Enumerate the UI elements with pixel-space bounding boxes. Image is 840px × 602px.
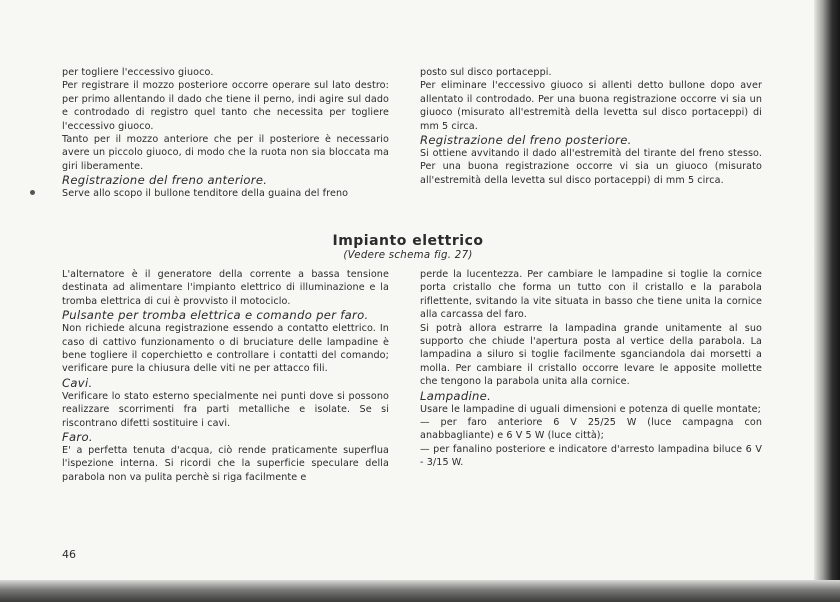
- page-bottom-edge: [0, 580, 840, 602]
- paragraph: Non richiede alcuna registrazione essendo a contatto elettrico. In caso di cattivo funzionamento o di bruciature delle lampadine è bene togliere il coperchietto e controllare i contatti del comando; verificare pure la chiusura delle viti ne per attacco fili.: [62, 323, 389, 375]
- subheading: Registrazione del freno anteriore.: [62, 173, 268, 188]
- book-spine-shadow: [814, 0, 840, 602]
- column-top-right: [420, 66, 762, 187]
- paragraph: per togliere l'eccessivo giuoco.: [62, 67, 214, 78]
- paragraph: Per eliminare l'eccessivo giuoco si allenti detto bullone dopo aver allentato il controdado. Per una buona registrazione occorre vi sia un giuoco (misurato all'estremità della levetta sul disco portaceppi) di mm 5 circa.: [420, 80, 762, 132]
- paragraph: E' a perfetta tenuta d'acqua, ciò rende praticamente superflua l'ispezione interna. Si ricordi che la superficie speculare della parabola non va pulita perchè si riga facilmente e: [62, 445, 389, 483]
- paragraph: — per faro anteriore 6 V 25/25 W (luce campagna con anabbagliante) e 6 V 5 W (luce città);: [420, 417, 762, 442]
- column-top-left: [62, 66, 389, 201]
- paragraph: Si potrà allora estrarre la lampadina grande unitamente al suo supporto che chiude l'apertura posta al vertice della parabola. La lampadina a siluro si toglie facilmente sganciandola dai morsetti a molla. Per cambiare il cristallo occorre levare le apposite mollette che tengono la parabola unita alla cornice.: [420, 322, 762, 388]
- paragraph: L'alternatore è il generatore della corrente a bassa tensione destinata ad alimentare l'impianto elettrico di illuminazione e la tromba elettrica di cui è provvisto il motociclo.: [62, 269, 389, 307]
- section-title: Impianto elettrico: [332, 233, 484, 249]
- print-speck: [30, 190, 35, 195]
- subheading: Cavi.: [62, 375, 93, 390]
- paragraph: Usare le lampadine di uguali dimensioni e potenza di quelle montate;: [420, 403, 761, 415]
- page-number: 46: [62, 548, 76, 561]
- paragraph: — per fanalino posteriore e indicatore d'arresto lampadina biluce 6 V - 3/15 W.: [420, 443, 762, 469]
- paragraph: perde la lucentezza. Per cambiare le lampadine si toglie la cornice porta cristallo che forma un tutto con il cristallo e la parabola riflettente, svitando la vite situata in basso che tiene unita la cornice alla carcassa del faro.: [420, 269, 762, 321]
- paragraph: Per registrare il mozzo posteriore occorre operare sul lato destro: per primo allentando il dado che tiene il perno, indi agire sul dado e controdado di registro quel tanto che necessita per togliere l'eccessivo giuoco.: [62, 80, 389, 132]
- section-subtitle: (Vedere schema fig. 27): [343, 250, 473, 261]
- column-bottom-left: [62, 268, 389, 484]
- paragraph: posto sul disco portaceppi.: [420, 67, 552, 78]
- paragraph: Tanto per il mozzo anteriore che per il posteriore è necessario avere un piccolo giuoco, di modo che la ruota non sia bloccata ma giri liberamente.: [62, 134, 389, 172]
- paragraph: Verificare lo stato esterno specialmente nei punti dove si possono realizzare scorrimenti fra parti metalliche e isolate. Se si riscontrano difetti sostituire i cavi.: [62, 390, 389, 429]
- subheading: Faro.: [62, 430, 93, 445]
- column-bottom-right: [420, 268, 762, 470]
- subheading: Pulsante per tromba elettrica e comando per faro.: [62, 308, 369, 323]
- paragraph: Serve allo scopo il bullone tenditore della guaina del freno: [62, 188, 349, 200]
- subheading: Registrazione del freno posteriore.: [420, 133, 632, 148]
- paragraph: Si ottiene avvitando il dado all'estremità del tirante del freno stesso. Per una buona registrazione occorre vi sia un giuoco (misurato all'estremità della levetta sul disco portaceppi) di mm 5 circa.: [420, 148, 762, 186]
- subheading: Lampadine.: [420, 388, 492, 403]
